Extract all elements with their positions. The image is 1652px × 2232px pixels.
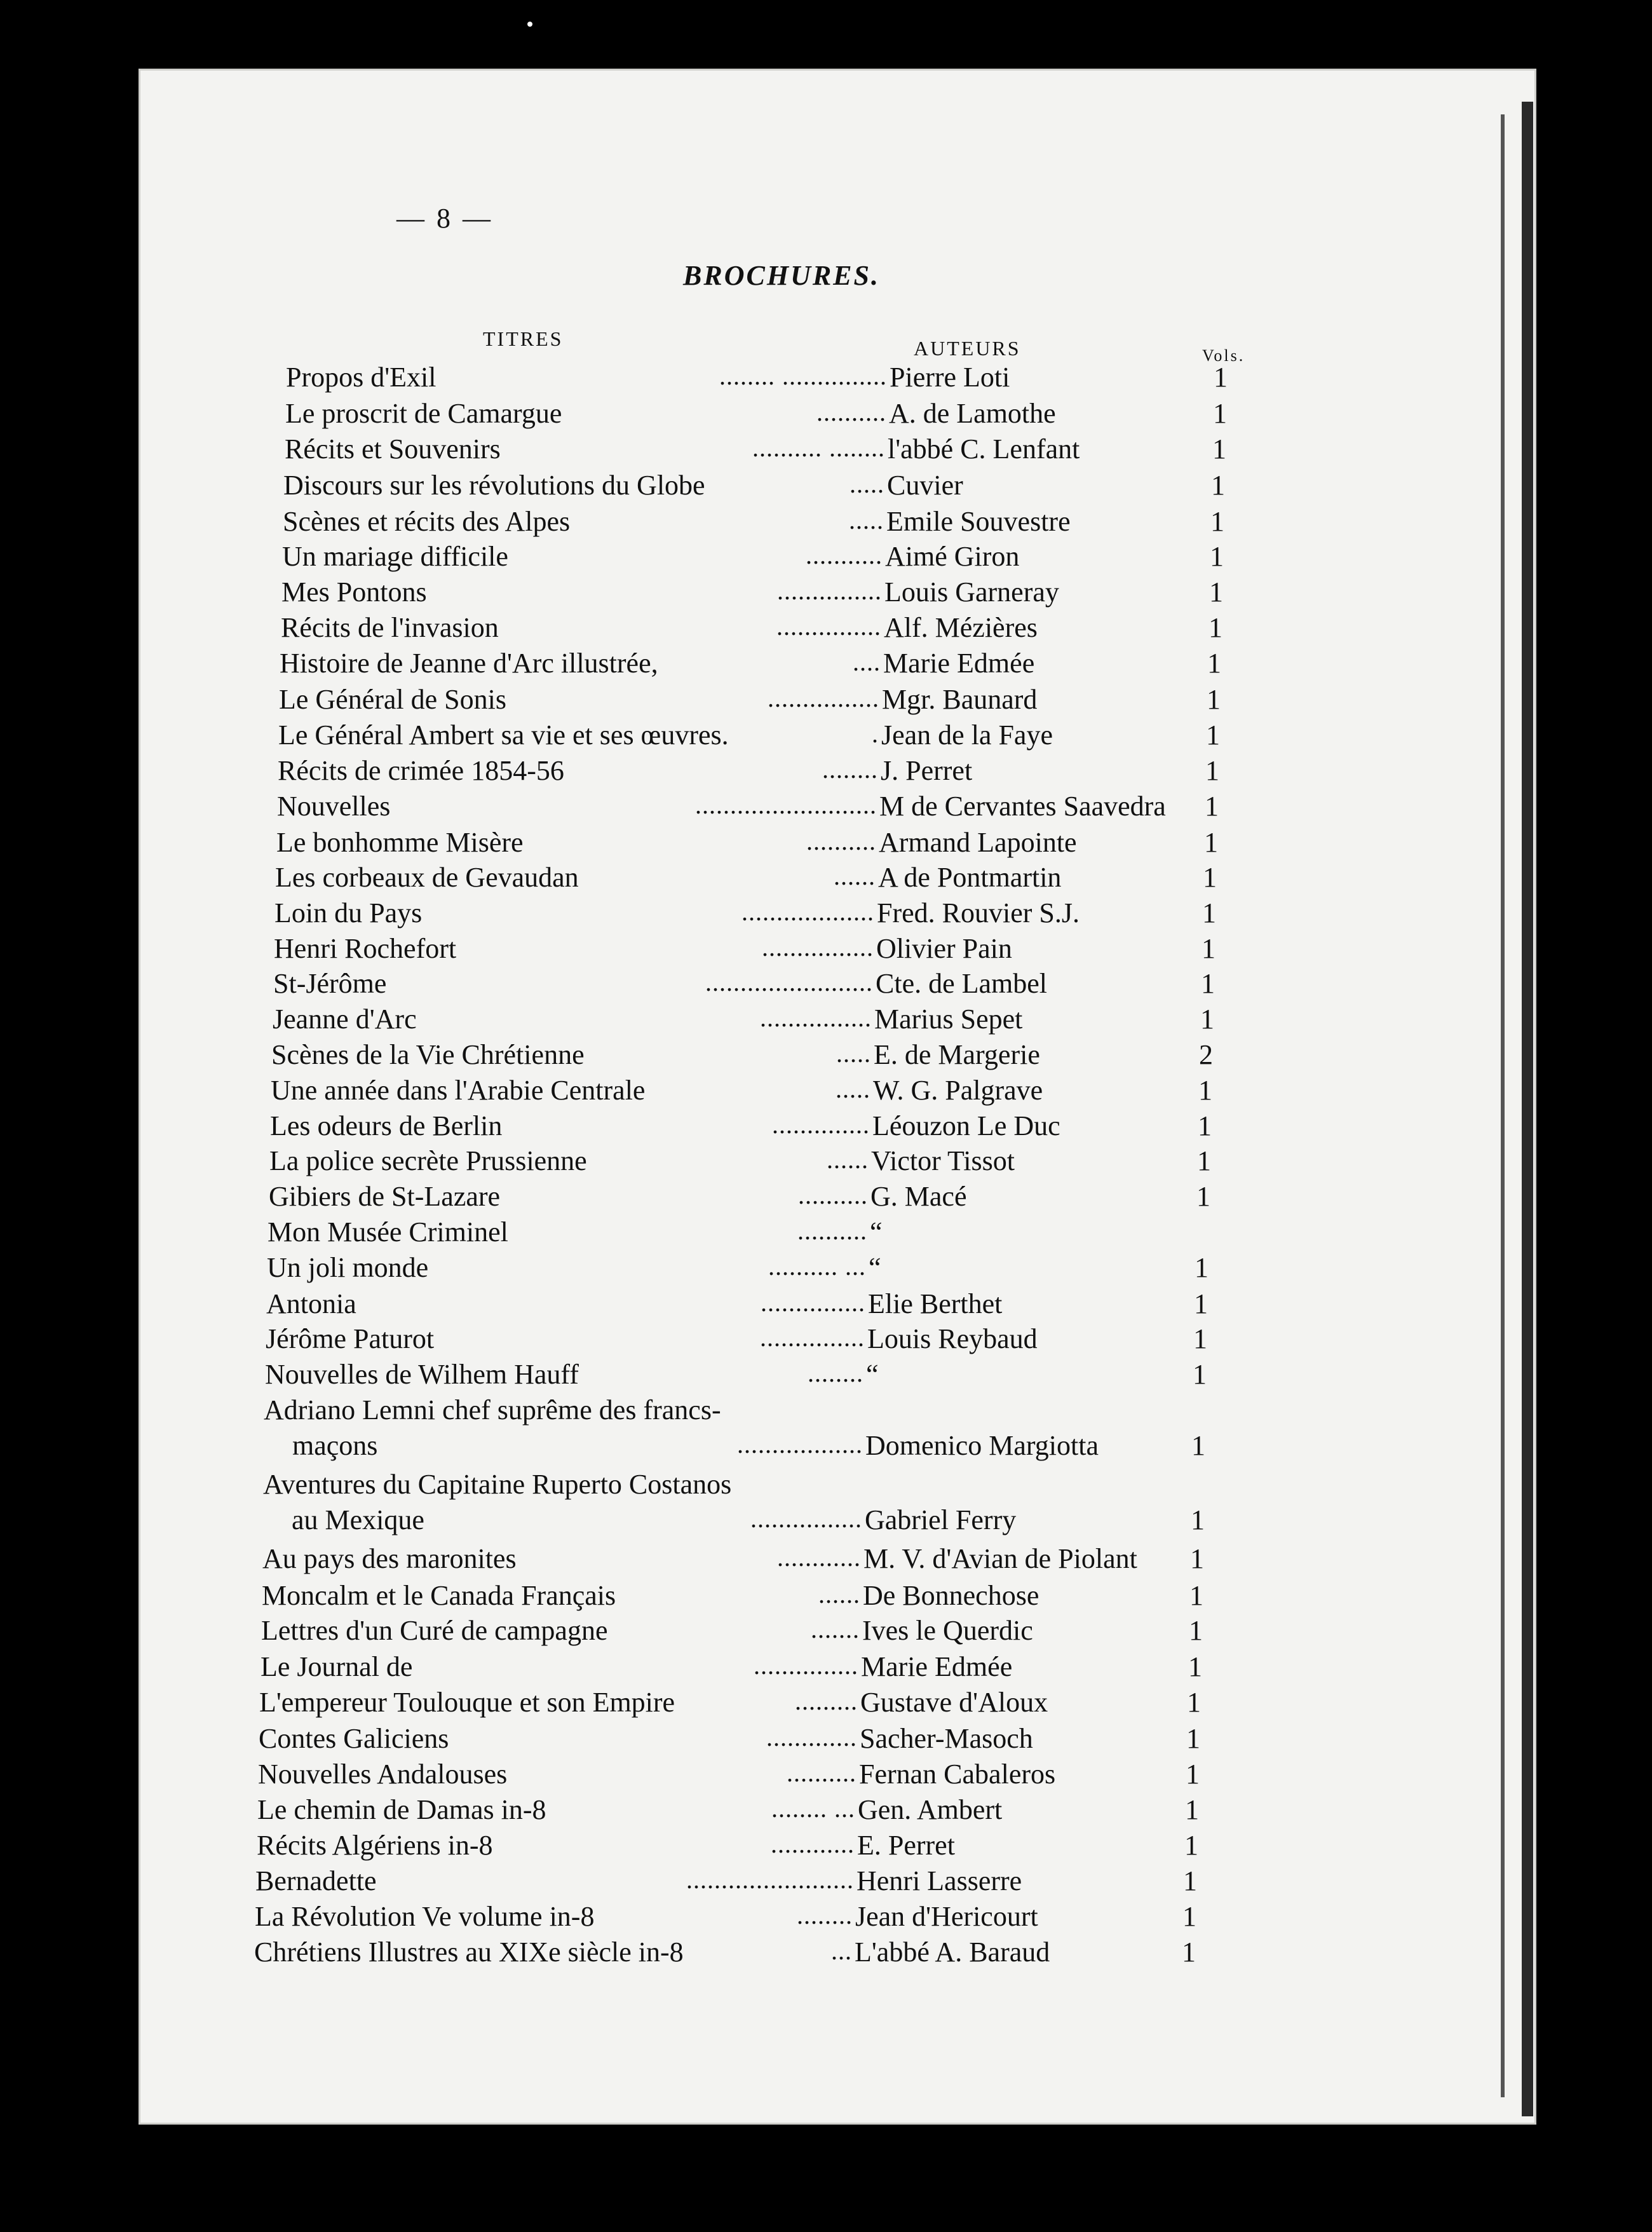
entry-title: Mes Pontons — [281, 576, 427, 608]
section-title: BROCHURES. — [683, 260, 880, 291]
entry-title: Les corbeaux de Gevaudan — [275, 862, 579, 893]
entry-title: Récits de l'invasion — [281, 612, 499, 643]
entry-author: Gabriel Ferry — [865, 1504, 1017, 1535]
entry-author: Ives le Querdic — [862, 1615, 1033, 1646]
entry-title: La Révolution Ve volume in-8 — [255, 1901, 595, 1932]
entry-author: Gen. Ambert — [858, 1794, 1003, 1825]
entry-volumes: 1 — [1193, 1359, 1207, 1390]
leader-dots: ..... — [836, 1039, 871, 1068]
entry-author: l'abbé C. Lenfant — [888, 433, 1080, 465]
entry-volumes: 1 — [1210, 506, 1224, 537]
leader-dots: ........ ............... — [719, 362, 887, 390]
entry-author: Henri Lasserre — [856, 1865, 1022, 1896]
entry-author: Marie Edmée — [861, 1651, 1013, 1682]
entry-author: E. Perret — [857, 1830, 955, 1861]
entry-author: Cuvier — [887, 470, 963, 501]
entry-volumes: 1 — [1204, 827, 1218, 858]
entry-author: L'abbé A. Baraud — [855, 1936, 1050, 1968]
entry-author: Mgr. Baunard — [882, 684, 1038, 715]
leader-dots: .......... ........ — [752, 433, 885, 462]
entry-volumes: 1 — [1187, 1687, 1201, 1718]
list-item — [259, 1722, 1461, 1760]
entry-title: Scènes de la Vie Chrétienne — [271, 1039, 585, 1070]
entry-title: La police secrète Prussienne — [269, 1145, 587, 1176]
entry-author: Fred. Rouvier S.J. — [877, 897, 1080, 929]
entry-title: Nouvelles — [277, 791, 391, 822]
list-item — [265, 1358, 1461, 1396]
column-header-vols: Vols. — [1202, 346, 1245, 365]
entry-volumes: 1 — [1183, 1865, 1197, 1896]
list-item — [279, 683, 1461, 721]
entry-title: Le proscrit de Camargue — [285, 398, 562, 429]
leader-dots: .......... — [798, 1181, 868, 1209]
list-item — [257, 1793, 1461, 1832]
leader-dots: .......... — [806, 827, 876, 855]
entry-author: Pierre Loti — [890, 362, 1010, 393]
entry-volumes: 1 — [1186, 1759, 1200, 1790]
list-item — [262, 1579, 1461, 1617]
entry-title: Mon Musée Criminel — [267, 1216, 508, 1248]
entry-volumes: 1 — [1189, 1615, 1203, 1646]
entry-author: Alf. Mézières — [884, 612, 1038, 643]
list-item — [255, 1865, 1461, 1903]
list-item — [281, 576, 1461, 614]
list-item — [278, 719, 1461, 757]
entry-author: Fernan Cabaleros — [859, 1759, 1056, 1790]
leader-dots: ...... — [834, 862, 876, 890]
leader-dots: ............... — [760, 1323, 865, 1352]
entry-title: Propos d'Exil — [286, 362, 437, 393]
entry-author: Victor Tissot — [871, 1145, 1015, 1176]
list-item — [271, 1074, 1461, 1112]
entry-title: Nouvelles Andalouses — [258, 1759, 508, 1790]
entry-author: Emile Souvestre — [886, 506, 1071, 537]
leader-dots: .... — [853, 648, 881, 676]
entry-title: Contes Galiciens — [259, 1723, 449, 1754]
entry-volumes: 1 — [1198, 1075, 1212, 1106]
entry-title: Histoire de Jeanne d'Arc illustrée, — [280, 648, 658, 679]
entry-author: “ — [870, 1216, 883, 1248]
entry-volumes: 1 — [1191, 1504, 1205, 1535]
list-item — [274, 897, 1461, 935]
entry-volumes: 1 — [1213, 398, 1227, 429]
entry-author: Armand Lapointe — [879, 827, 1077, 858]
entry-author: Jean de la Faye — [881, 719, 1053, 751]
column-header-titres: TITRES — [483, 327, 564, 350]
list-item — [255, 1900, 1461, 1938]
list-item — [261, 1614, 1461, 1652]
entry-title: Scènes et récits des Alpes — [283, 506, 571, 537]
list-item — [261, 1650, 1461, 1689]
entry-title: Un joli monde — [267, 1252, 429, 1283]
list-item — [269, 1145, 1461, 1183]
entry-title: Le Journal de — [261, 1651, 413, 1682]
leader-dots: ..... — [849, 506, 884, 534]
entry-volumes: 1 — [1207, 648, 1221, 679]
entry-author: De Bonnechose — [863, 1580, 1039, 1611]
entry-author: E. de Margerie — [874, 1039, 1040, 1070]
entry-author: Marie Edmée — [883, 648, 1035, 679]
entry-author: A de Pontmartin — [878, 862, 1062, 893]
entry-title: Henri Rochefort — [274, 933, 457, 964]
entry-title: Loin du Pays — [274, 897, 423, 929]
leader-dots: ........ — [822, 755, 878, 784]
entry-title: Récits Algériens in-8 — [257, 1830, 493, 1861]
entry-volumes: 1 — [1189, 1580, 1203, 1611]
entry-volumes: 1 — [1211, 470, 1225, 501]
entry-author: “ — [869, 1252, 881, 1283]
entry-author: G. Macé — [870, 1181, 967, 1212]
list-item — [257, 1829, 1461, 1867]
entry-volumes: 1 — [1196, 1181, 1210, 1212]
entry-volumes: 1 — [1203, 862, 1217, 893]
leader-dots: . — [872, 719, 879, 748]
leader-dots: ............ — [771, 1830, 855, 1858]
leader-dots: ............... — [777, 576, 882, 605]
entry-title: Jérôme Paturot — [266, 1323, 435, 1354]
leader-dots: ............... — [776, 612, 881, 641]
entry-volumes: 1 — [1202, 897, 1216, 929]
list-item — [267, 1251, 1461, 1290]
leader-dots: ......... — [795, 1687, 858, 1715]
entry-volumes: 1 — [1205, 755, 1219, 786]
leader-dots: ........ — [808, 1359, 863, 1387]
list-item — [254, 1936, 1461, 1974]
entry-author: Cte. de Lambel — [876, 968, 1048, 999]
entry-volumes: 1 — [1186, 1723, 1200, 1754]
entry-author: W. G. Palgrave — [873, 1075, 1043, 1106]
page-number-text: — 8 — — [396, 203, 493, 234]
entry-volumes: 1 — [1195, 1252, 1209, 1283]
entry-volumes: 1 — [1182, 1901, 1196, 1932]
list-item — [280, 647, 1461, 685]
entry-author: Louis Garneray — [884, 576, 1059, 608]
entry-title: Moncalm et le Canada Français — [262, 1580, 616, 1611]
leader-dots: ........ ... — [771, 1794, 855, 1823]
entry-title: Discours sur les révolutions du Globe — [283, 470, 705, 501]
list-item — [266, 1323, 1461, 1361]
list-item — [286, 361, 1461, 399]
list-item — [277, 790, 1461, 828]
list-item — [274, 932, 1461, 970]
entry-author: Sacher-Masoch — [860, 1723, 1033, 1754]
leader-dots: ........................ — [705, 968, 873, 997]
list-item — [282, 540, 1461, 578]
list-item — [273, 967, 1461, 1005]
list-item — [269, 1180, 1461, 1218]
entry-author: Domenico Margiotta — [865, 1430, 1099, 1461]
leader-dots: .......... — [787, 1759, 856, 1787]
entry-author: A. de Lamothe — [889, 398, 1056, 429]
entry-title: Le chemin de Damas in-8 — [257, 1794, 546, 1825]
list-item — [283, 469, 1461, 507]
entry-author: M. V. d'Avian de Piolant — [863, 1543, 1137, 1574]
entry-author: Jean d'Hericourt — [855, 1901, 1038, 1932]
leader-dots: ................ — [762, 933, 874, 962]
entry-title: Bernadette — [255, 1865, 377, 1896]
entry-title: Les odeurs de Berlin — [270, 1110, 503, 1141]
entry-author: Elie Berthet — [868, 1288, 1003, 1319]
entry-volumes: 1 — [1200, 1004, 1214, 1035]
list-item — [271, 1038, 1461, 1077]
entry-title: L'empereur Toulouque et son Empire — [259, 1687, 675, 1718]
entry-author: J. Perret — [881, 755, 973, 786]
entry-title-continued: au Mexique — [292, 1504, 424, 1535]
list-item — [281, 611, 1461, 650]
leader-dots: ............... — [761, 1288, 865, 1317]
entry-title: Le bonhomme Misère — [276, 827, 524, 858]
leader-dots: ....... — [811, 1615, 860, 1643]
entry-volumes: 1 — [1206, 719, 1220, 751]
entry-author: “ — [866, 1359, 879, 1390]
entry-title: Chrétiens Illustres au XIXe siècle in-8 — [254, 1936, 684, 1968]
list-item — [273, 1003, 1461, 1041]
list-item — [275, 861, 1461, 899]
list-item — [264, 1394, 1461, 1461]
column-header-auteurs: AUTEURS — [914, 337, 1021, 360]
entry-title: Gibiers de St-Lazare — [269, 1181, 501, 1212]
list-item — [258, 1758, 1461, 1796]
leader-dots: ...... — [827, 1145, 869, 1174]
entry-volumes: 1 — [1194, 1288, 1208, 1319]
entry-title: Nouvelles de Wilhem Hauff — [265, 1359, 579, 1390]
entry-volumes: 1 — [1209, 576, 1223, 608]
entry-author: Louis Reybaud — [867, 1323, 1038, 1354]
leader-dots: ... — [831, 1936, 852, 1965]
entry-title: Adriano Lemni chef suprême des francs- — [264, 1394, 721, 1426]
entry-volumes: 1 — [1188, 1651, 1202, 1682]
list-item — [263, 1468, 1461, 1535]
entry-author: Aimé Giron — [885, 541, 1020, 572]
leader-dots: ..... — [836, 1075, 870, 1103]
entry-author: Olivier Pain — [876, 933, 1012, 964]
entry-title: Jeanne d'Arc — [273, 1004, 417, 1035]
leader-dots: ..... — [850, 470, 884, 498]
entry-author: Gustave d'Aloux — [860, 1687, 1048, 1718]
list-item — [278, 754, 1461, 793]
entry-volumes: 1 — [1214, 362, 1228, 393]
entry-title: Lettres d'un Curé de campagne — [261, 1615, 608, 1646]
list-item — [276, 826, 1461, 864]
entry-volumes: 1 — [1193, 1323, 1207, 1354]
entry-title: Aventures du Capitaine Ruperto Costanos — [263, 1469, 732, 1500]
entry-author: Léouzon Le Duc — [872, 1110, 1060, 1141]
leader-dots: .......................... — [695, 791, 877, 819]
entry-volumes: 1 — [1184, 1830, 1198, 1861]
list-item — [270, 1110, 1461, 1148]
list-item — [259, 1686, 1461, 1724]
entry-volumes: 1 — [1202, 933, 1215, 964]
entry-title: Le Général de Sonis — [279, 684, 506, 715]
entry-title: Récits de crimée 1854-56 — [278, 755, 564, 786]
entry-volumes: 1 — [1191, 1430, 1205, 1461]
entry-volumes: 1 — [1205, 791, 1219, 822]
list-item — [285, 397, 1461, 435]
list-item — [285, 433, 1461, 471]
entry-volumes: 2 — [1199, 1039, 1213, 1070]
entry-volumes: 1 — [1212, 433, 1226, 465]
list-item — [267, 1216, 1461, 1254]
leader-dots: ........... — [806, 541, 883, 569]
leader-dots: .......... — [797, 1216, 867, 1245]
entry-title: Au pays des maronites — [262, 1543, 517, 1574]
entry-title: Un mariage difficile — [282, 541, 508, 572]
entry-volumes: 1 — [1198, 1110, 1212, 1141]
leader-dots: .............. — [772, 1110, 870, 1139]
leader-dots: ............ — [777, 1543, 861, 1572]
leader-dots: ................ — [760, 1004, 872, 1032]
leader-dots: ................ — [768, 684, 879, 712]
entry-volumes: 1 — [1185, 1794, 1199, 1825]
leader-dots: ............... — [754, 1651, 858, 1680]
entry-title: Le Général Ambert sa vie et ses œuvres. — [278, 719, 729, 751]
leader-dots: .......... — [816, 398, 886, 426]
list-item — [283, 505, 1461, 543]
leader-dots: ...... — [818, 1580, 860, 1609]
entry-title-continued: maçons — [292, 1430, 378, 1461]
list-item — [262, 1542, 1461, 1581]
leader-dots: ................... — [741, 897, 874, 926]
entry-title: Une année dans l'Arabie Centrale — [271, 1075, 646, 1106]
entry-volumes: 1 — [1210, 541, 1224, 572]
entry-volumes: 1 — [1182, 1936, 1196, 1968]
entry-title: Antonia — [266, 1288, 356, 1319]
entry-title: St-Jérôme — [273, 968, 387, 999]
leader-dots: ........................ — [686, 1865, 854, 1894]
entry-volumes: 1 — [1201, 968, 1215, 999]
entry-volumes: 1 — [1207, 684, 1221, 715]
entry-author: Marius Sepet — [874, 1004, 1023, 1035]
leader-dots: ........ — [797, 1901, 853, 1929]
leader-dots: .................. — [737, 1430, 863, 1459]
entry-volumes: 1 — [1190, 1543, 1204, 1574]
leader-dots: ............. — [766, 1723, 857, 1752]
entry-author: M de Cervantes Saavedra — [879, 791, 1166, 822]
entry-title: Récits et Souvenirs — [285, 433, 501, 465]
list-item — [266, 1288, 1461, 1326]
entry-volumes: 1 — [1209, 612, 1222, 643]
entry-volumes: 1 — [1197, 1145, 1211, 1176]
leader-dots: .......... ... — [768, 1252, 866, 1281]
leader-dots: ................ — [750, 1504, 862, 1533]
